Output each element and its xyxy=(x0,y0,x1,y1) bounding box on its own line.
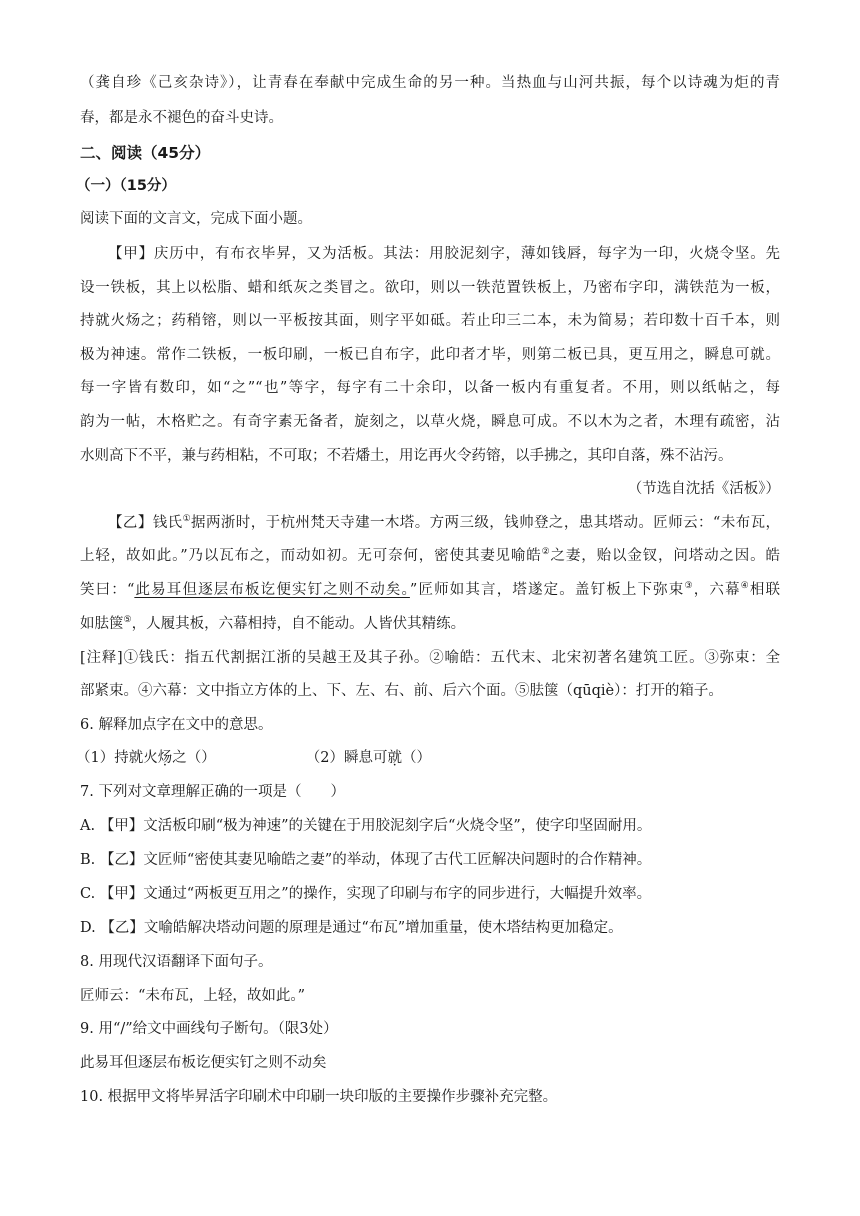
question-7-stem: 7. 下列对文章理解正确的一项是（ ） xyxy=(80,784,345,800)
question-10-stem: 10. 根据甲文将毕昇活字印刷术中印刷一块印版的主要操作步骤补充完整。 xyxy=(80,1089,558,1105)
question-9-sentence: 此易耳但逐层布板讫便实钉之则不动矣 xyxy=(80,1055,327,1071)
passage-a-line: 设一铁板，其上以松脂、蜡和纸灰之类冒之。欲印，则以一铁范置铁板上，乃密布字印，满铁范为一板， xyxy=(80,280,780,296)
notes-line-1: [注释]①钱氏：指五代割据江浙的吴越王及其子孙。②喻皓：五代末、北宋初著名建筑工匠。③弥束：全 xyxy=(80,650,780,666)
option-c: C. 【甲】文通过“两板更互用之”的操作，实现了印刷与布字的同步进行，大幅提升效率。 xyxy=(80,886,652,902)
passage-a-line: 韵为一帖，木格贮之。有奇字素无备者，旋刻之，以草火烧，瞬息可成。不以木为之者，木理有疏密，沾 xyxy=(80,414,780,430)
passage-a-line: 持就火炀之；药稍镕，则以一平板按其面，则字平如砥。若止印三二本，未为简易；若印数十百千本，则 xyxy=(80,313,780,329)
intro-line-2: 春，都是永不褪色的奋斗史诗。 xyxy=(80,110,283,126)
passage-b-line: 【乙】钱氏①据两浙时，于杭州梵天寺建一木塔。方两三级，钱帅登之，患其塔动。匠师云：“未布瓦， xyxy=(108,514,780,531)
passage-b-line: 笑曰：“此易耳但逐层布板讫便实钉之则不动矣。”匠师如其言，塔遂定。盖钉板上下弥束③，六幕④相联 xyxy=(80,581,781,598)
dotted-char: 炀 xyxy=(157,750,173,766)
underlined-sentence: 此易耳但逐层布板讫便实钉之则不动矣。 xyxy=(134,582,410,598)
reading-instruction: 阅读下面的文言文，完成下面小题。 xyxy=(80,211,312,227)
question-8-sentence: 匠师云：“未布瓦，上轻，故如此。” xyxy=(80,988,306,1004)
passage-a-line: 极为神速。常作二铁板，一板印刷，一板已自布字，此印者才毕，则第二板已具，更互用之，瞬息可就。 xyxy=(80,347,780,363)
question-9-stem: 9. 用“/”给文中画线句子断句。（限3处） xyxy=(80,1021,338,1037)
option-b: B. 【乙】文匠师“密使其妻见喻皓之妻”的举动，体现了古代工匠解决问题时的合作精神。 xyxy=(80,852,652,868)
section-heading: 二、阅读（45分） xyxy=(80,144,211,162)
notes-line-2: 部紧束。④六幕：文中指立方体的上、下、左、右、前、后六个面。⑤胠箧（qūqiè）：打开的箱子。 xyxy=(80,683,723,699)
question-6-stem: 6. 解释加点字在文中的意思。 xyxy=(80,717,273,733)
subsection-heading: （一）（15分） xyxy=(76,178,176,194)
passage-a-line: 水则高下不平，兼与药相粘，不可取；不若燔土，用讫再火令药镕，以手拂之，其印自落，殊不沾污。 xyxy=(80,448,733,464)
intro-line-1: （龚自珍《己亥杂诗》），让青春在奉献中完成生命的另一种。当热血与山河共振，每个以诗魂为炬的青 xyxy=(80,75,780,91)
option-a: A. 【甲】文活板印刷“极为神速”的关键在于用胶泥刻字后“火烧令坚”，使字印坚固耐用。 xyxy=(80,818,652,834)
question-6-items: （1）持就火炀之（） （2）瞬息可就（） xyxy=(76,750,431,766)
option-d: D. 【乙】文喻皓解决塔动问题的原理是通过“布瓦”增加重量，使木塔结构更加稳定。 xyxy=(80,920,623,936)
passage-a-line: 【甲】庆历中，有布衣毕昇，又为活板。其法：用胶泥刻字，薄如钱唇，每字为一印，火烧令坚。先 xyxy=(108,246,780,262)
passage-b-line: 如胠箧⑤，人履其板，六幕相持，自不能动。人皆伏其精练。 xyxy=(80,615,466,632)
passage-a-source: （节选自沈括《活板》） xyxy=(627,481,780,497)
dotted-char: 就 xyxy=(387,750,402,766)
passage-a-line: 每一字皆有数印，如“之”“也”等字，每字有二十余印，以备一板内有重复者。不用，则以纸帖之，每 xyxy=(80,380,780,396)
question-8-stem: 8. 用现代汉语翻译下面句子。 xyxy=(80,954,273,970)
passage-b-line: 上轻，故如此。”乃以瓦布之，而动如初。无可奈何，密使其妻见喻皓②之妻，贻以金钗，问塔动之因。皓 xyxy=(80,547,780,564)
